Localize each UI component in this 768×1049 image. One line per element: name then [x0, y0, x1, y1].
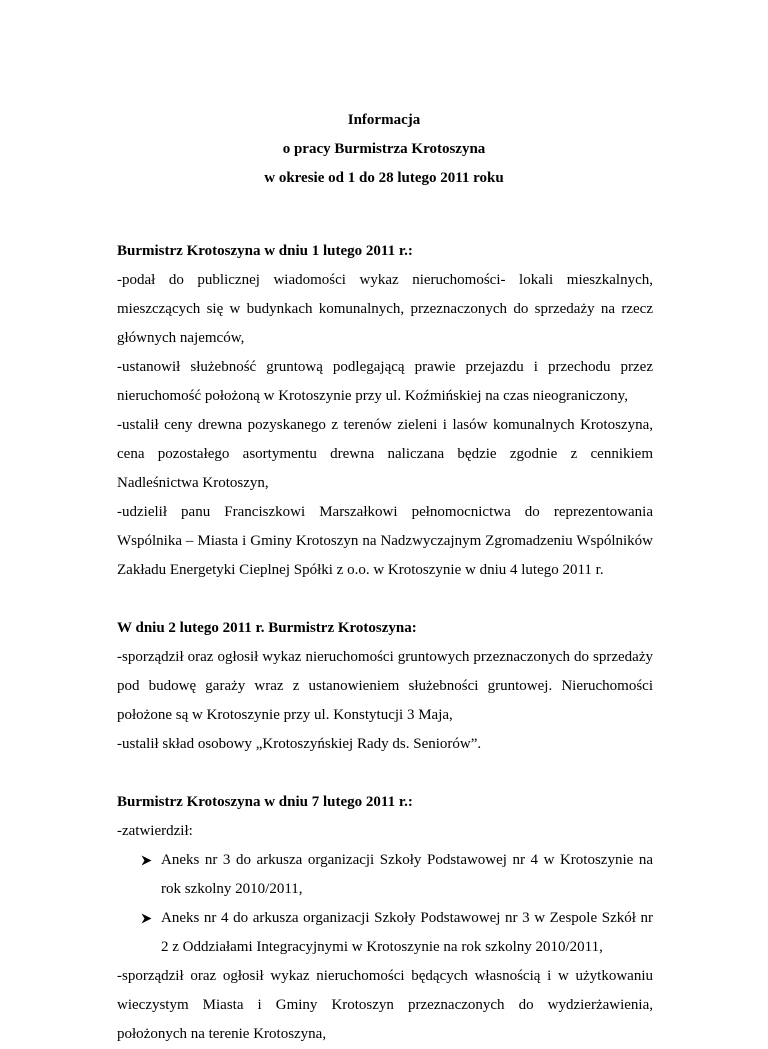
- arrowhead-bullet-icon: [141, 846, 155, 875]
- title-line-2: o pracy Burmistrza Krotoszyna: [282, 141, 486, 157]
- paragraph: -zatwierdził:: [117, 823, 193, 839]
- paragraph: -sporządził oraz ogłosił wykaz nieruchomości gruntowych przeznaczonych do sprzedaży pod budowę garaży wraz z ustanowieniem służebności gruntowej. Nieruchomości położone są w Krotoszynie przy ul. Konstytucji 3 Maja,: [117, 649, 653, 723]
- section-spacer: [117, 759, 653, 788]
- section-feb-1: [117, 237, 653, 585]
- document-title: [0, 106, 768, 193]
- section-heading: Burmistrz Krotoszyna w dniu 1 lutego 2011 r.:: [117, 243, 413, 259]
- section-spacer: [117, 585, 653, 614]
- arrowhead-bullet-icon: [141, 904, 155, 933]
- list-item: [117, 846, 653, 904]
- paragraph: -podał do publicznej wiadomości wykaz nieruchomości- lokali mieszkalnych, mieszczących się w budynkach komunalnych, przeznaczonych do sprzedaży na rzecz głównych najemców,: [117, 272, 653, 346]
- paragraph: -ustanowił służebność gruntową podlegającą prawie przejazdu i przechodu przez nieruchomość położoną w Krotoszynie przy ul. Koźmińskiej na czas nieograniczony,: [117, 359, 653, 404]
- section-feb-7: [117, 788, 653, 1049]
- bullet-list: [117, 846, 653, 962]
- document-body: [117, 237, 653, 1049]
- paragraph: -sporządził oraz ogłosił wykaz nieruchomości będących własnością i w użytkowaniu wieczystym Miasta i Gminy Krotoszyn przeznaczonych do wydzierżawienia, położonych na terenie Krotoszyna,: [117, 968, 653, 1042]
- list-item-text: Aneks nr 3 do arkusza organizacji Szkoły Podstawowej nr 4 w Krotoszynie na rok szkolny 2010/2011,: [161, 852, 653, 897]
- paragraph: -ustalił skład osobowy „Krotoszyńskiej Rady ds. Seniorów”.: [117, 736, 482, 752]
- paragraph: -udzielił panu Franciszkowi Marszałkowi pełnomocnictwa do reprezentowania Wspólnika – Miasta i Gminy Krotoszyn na Nadzwyczajnym Zgromadzeniu Wspólników Zakładu Energetyki Cieplnej Spółki z o.o. w Krotoszynie w dniu 4 lutego 2011 r.: [117, 504, 653, 578]
- section-feb-2: [117, 614, 653, 759]
- title-line-3: w okresie od 1 do 28 lutego 2011 roku: [264, 170, 504, 186]
- section-heading: W dniu 2 lutego 2011 r. Burmistrz Krotoszyna:: [117, 620, 417, 636]
- list-item: [117, 904, 653, 962]
- paragraph: -ustalił ceny drewna pozyskanego z terenów zieleni i lasów komunalnych Krotoszyna, cena pozostałego asortymentu drewna naliczana będzie zgodnie z cennikiem Nadleśnictwa Krotoszyn,: [117, 417, 653, 491]
- list-item-text: Aneks nr 4 do arkusza organizacji Szkoły Podstawowej nr 3 w Zespole Szkół nr 2 z Oddziałami Integracyjnymi w Krotoszynie na rok szkolny 2010/2011,: [161, 910, 653, 955]
- section-heading: Burmistrz Krotoszyna w dniu 7 lutego 2011 r.:: [117, 794, 413, 810]
- title-line-1: Informacja: [347, 112, 421, 128]
